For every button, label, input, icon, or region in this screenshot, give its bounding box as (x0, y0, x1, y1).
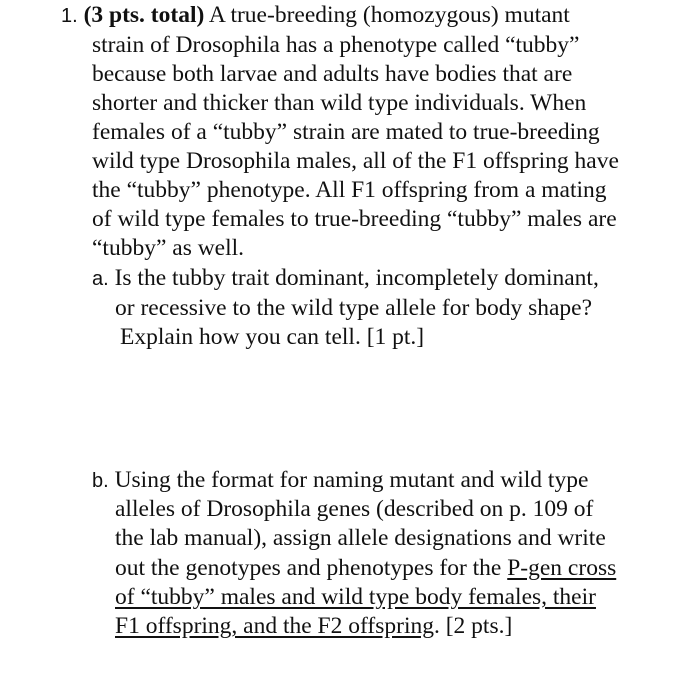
part-a-line: Explain how you can tell. [1 pt.] (120, 324, 425, 350)
part-a-text: Is the tubby trait dominant, incompletely dominant, (114, 265, 599, 291)
intro-line: of wild type females to true-breeding “tubby” males are (92, 206, 617, 232)
intro-line: the “tubby” phenotype. All F1 offspring from a mating (92, 177, 607, 203)
intro-line: “tubby” as well. (92, 235, 245, 261)
part-a-label: a. (92, 268, 109, 290)
intro-line: because both larvae and adults have bodies that are (92, 61, 573, 87)
intro-line: wild type Drosophila males, all of the F1 offspring have (92, 148, 619, 174)
question-number: 1. (61, 5, 78, 27)
part-b-label: b. (92, 470, 109, 492)
part-b-line-1 (92, 465, 588, 496)
part-b-line: alleles of Drosophila genes (described on p. 109 of (115, 496, 594, 522)
p-gen-cross-underlined: P-gen cross (507, 555, 617, 581)
part-b-line-6 (115, 611, 512, 641)
part-b-line-4 (115, 553, 616, 583)
intro-text: A true-breeding (homozygous) mutant (208, 2, 570, 28)
part-b-text: Using the format for naming mutant and wild type (114, 467, 589, 493)
part-b-plain-text: out the genotypes and phenotypes for the (115, 555, 508, 581)
offspring-underlined: F1 offspring, and the F2 offspring (115, 613, 434, 639)
points-header: (3 pts. total) (83, 2, 205, 28)
part-a-line-1 (92, 263, 599, 294)
points-tail: . [2 pts.] (433, 613, 513, 639)
intro-line: strain of Drosophila has a phenotype called “tubby” (92, 32, 580, 58)
part-b-line: the lab manual), assign allele designations and write (115, 525, 606, 551)
question-1-line-1 (61, 0, 570, 31)
cross-description-underlined: of “tubby” males and wild type body females, their (115, 584, 596, 610)
part-b-line-5 (115, 582, 596, 612)
intro-line: shorter and thicker than wild type individuals. When (92, 90, 587, 116)
intro-line: females of a “tubby” strain are mated to true-breeding (92, 119, 600, 145)
part-a-line: or recessive to the wild type allele for body shape? (115, 295, 593, 321)
